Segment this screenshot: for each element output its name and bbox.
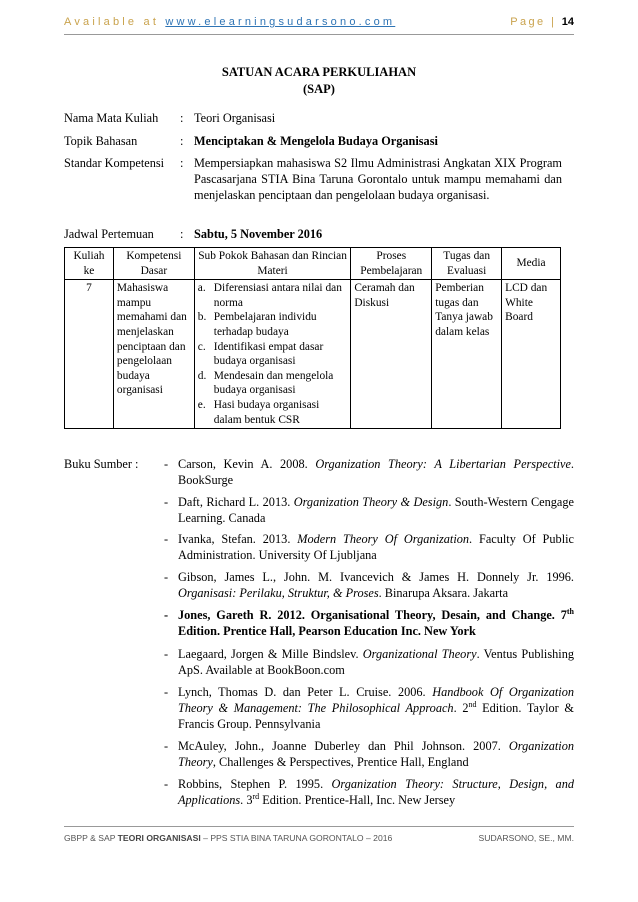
page-number: 14	[561, 16, 574, 28]
list-text: Mendesain dan mengelola budaya organisasi	[213, 369, 334, 397]
list-item	[198, 398, 348, 427]
list-key: c.	[197, 340, 206, 353]
bullet-dash: -	[164, 739, 169, 753]
header-kuliah: Kuliah ke	[65, 248, 114, 280]
bullet-dash: -	[164, 495, 169, 509]
title-line-1: SATUAN ACARA PERKULIAHAN	[221, 65, 417, 79]
list-text: Identifikasi empat dasar budaya organisasi	[213, 340, 324, 368]
list-item	[198, 340, 348, 369]
meta-colon: :	[180, 134, 184, 148]
list-item	[198, 310, 348, 339]
reference-label: Buku Sumber :	[64, 457, 139, 471]
bullet-dash: -	[164, 777, 169, 791]
meta-value: Sabtu, 5 November 2016	[194, 227, 323, 241]
bullet-dash: -	[164, 685, 169, 699]
meta-label: Standar Kompetensi	[64, 156, 165, 170]
table-row	[65, 280, 561, 429]
list-item	[198, 369, 348, 398]
bullet-dash: -	[164, 532, 169, 546]
title-line-2: (SAP)	[303, 82, 335, 96]
page-indicator	[510, 16, 574, 28]
list-key: e.	[197, 398, 206, 411]
meta-label: Jadwal Pertemuan	[64, 227, 154, 241]
sap-table	[64, 247, 561, 429]
document-title	[64, 64, 574, 98]
list-text: Pembelajaran individu terhadap budaya	[213, 311, 317, 338]
cell-kuliah: 7	[65, 280, 114, 429]
bullet-dash: -	[164, 570, 169, 584]
reference-text: Lynch, Thomas D. dan Peter L. Cruise. 2006. Handbook Of Organization Theory & Management: The Philosophical Approach. 2nd Edition. Taylor & Francis Group. Pennsylvania	[178, 685, 574, 731]
cell-proses: Ceramah dan Diskusi	[351, 280, 432, 429]
footer-author: SUDARSONO, SE., MM.	[478, 833, 574, 843]
cell-sub-pokok	[194, 280, 351, 429]
meta-value: Teori Organisasi	[194, 111, 276, 125]
meta-colon: :	[180, 156, 184, 170]
reference-text: Robbins, Stephen P. 1995. Organization Theory: Structure, Design, and Applications. 3rd Edition. Prentice-Hall, Inc. New Jersey	[178, 777, 574, 807]
list-key: b.	[197, 311, 207, 324]
bullet-dash: -	[164, 608, 169, 622]
list-text: Diferensiasi antara nilai dan norma	[213, 282, 342, 309]
meta-colon: :	[180, 111, 184, 125]
bullet-dash: -	[164, 457, 169, 471]
availability-note	[64, 16, 395, 28]
cell-tugas: Pemberian tugas dan Tanya jawab dalam kelas	[432, 280, 502, 429]
meta-mata-kuliah	[64, 110, 574, 126]
header-divider	[64, 34, 574, 35]
reference-text: McAuley, John., Joanne Duberley dan Phil Johnson. 2007. Organization Theory, Challenges & Perspectives, Prentice Hall, England	[178, 739, 574, 769]
meta-topik	[64, 133, 574, 149]
header-media: Media	[502, 248, 561, 280]
list-text: Hasi budaya organisasi dalam bentuk CSR	[213, 398, 320, 426]
footer-course: GBPP & SAP TEORI ORGANISASI – PPS STIA BINA TARUNA GORONTALO – 2016	[64, 833, 393, 843]
header-sub-pokok: Sub Pokok Bahasan dan Rincian Materi	[194, 248, 351, 280]
header-tugas: Tugas dan Evaluasi	[432, 248, 502, 280]
meta-standar	[64, 155, 574, 219]
cell-kompetensi: Mahasiswa mampu memahami dan menjelaskan penciptaan dan pengelolaan budaya organisasi	[113, 280, 194, 429]
meta-value: Mempersiapkan mahasiswa S2 Ilmu Administrasi Angkatan XIX Program Pascasarjana STIA Bina Taruna Gorontalo untuk mampu memahami dan menjelaskan penciptaan dan pengelolaan budaya organisasi.	[194, 156, 562, 202]
reference-text: Gibson, James L., John. M. Ivancevich & James H. Donnely Jr. 1996. Organisasi: Perilaku, Struktur, & Proses. Binarupa Aksara. Jakarta	[178, 570, 574, 600]
reference-text: Daft, Richard L. 2013. Organization Theory & Design. South-Western Cengage Learning. Canada	[178, 495, 574, 525]
header-proses: Proses Pembelajaran	[351, 248, 432, 280]
list-key: d.	[197, 369, 207, 382]
reference-text: Jones, Gareth R. 2012. Organisational Theory, Desain, and Change. 7th Edition. Prentice Hall, Pearson Education Inc. New York	[178, 606, 574, 638]
meta-value: Menciptakan & Mengelola Budaya Organisasi	[194, 134, 438, 148]
available-label: Available at	[64, 16, 166, 28]
page-header	[64, 14, 574, 34]
sub-topic-list	[198, 281, 348, 427]
cell-media: LCD dan White Board	[502, 280, 561, 429]
meta-label: Topik Bahasan	[64, 134, 138, 148]
page-footer	[64, 826, 574, 847]
page-label: Page |	[510, 16, 562, 28]
bullet-dash: -	[164, 647, 169, 661]
list-key: a.	[197, 282, 206, 295]
reference-text: Laegaard, Jorgen & Mille Bindslev. Organizational Theory. Ventus Publishing ApS. Available at BookBoon.com	[178, 647, 574, 677]
reference-text: Carson, Kevin A. 2008. Organization Theory: A Libertarian Perspective. BookSurge	[178, 457, 574, 487]
meta-jadwal	[64, 226, 574, 242]
site-link[interactable]: www.elearningsudarsono.com	[165, 16, 396, 28]
meta-label: Nama Mata Kuliah	[64, 111, 159, 125]
table-header-row	[65, 248, 561, 280]
reference-text: Ivanka, Stefan. 2013. Modern Theory Of Organization. Faculty Of Public Administration. University Of Ljubljana	[178, 532, 574, 562]
header-kompetensi: Kompetensi Dasar	[113, 248, 194, 280]
list-item	[198, 281, 348, 310]
meta-colon: :	[180, 227, 184, 241]
